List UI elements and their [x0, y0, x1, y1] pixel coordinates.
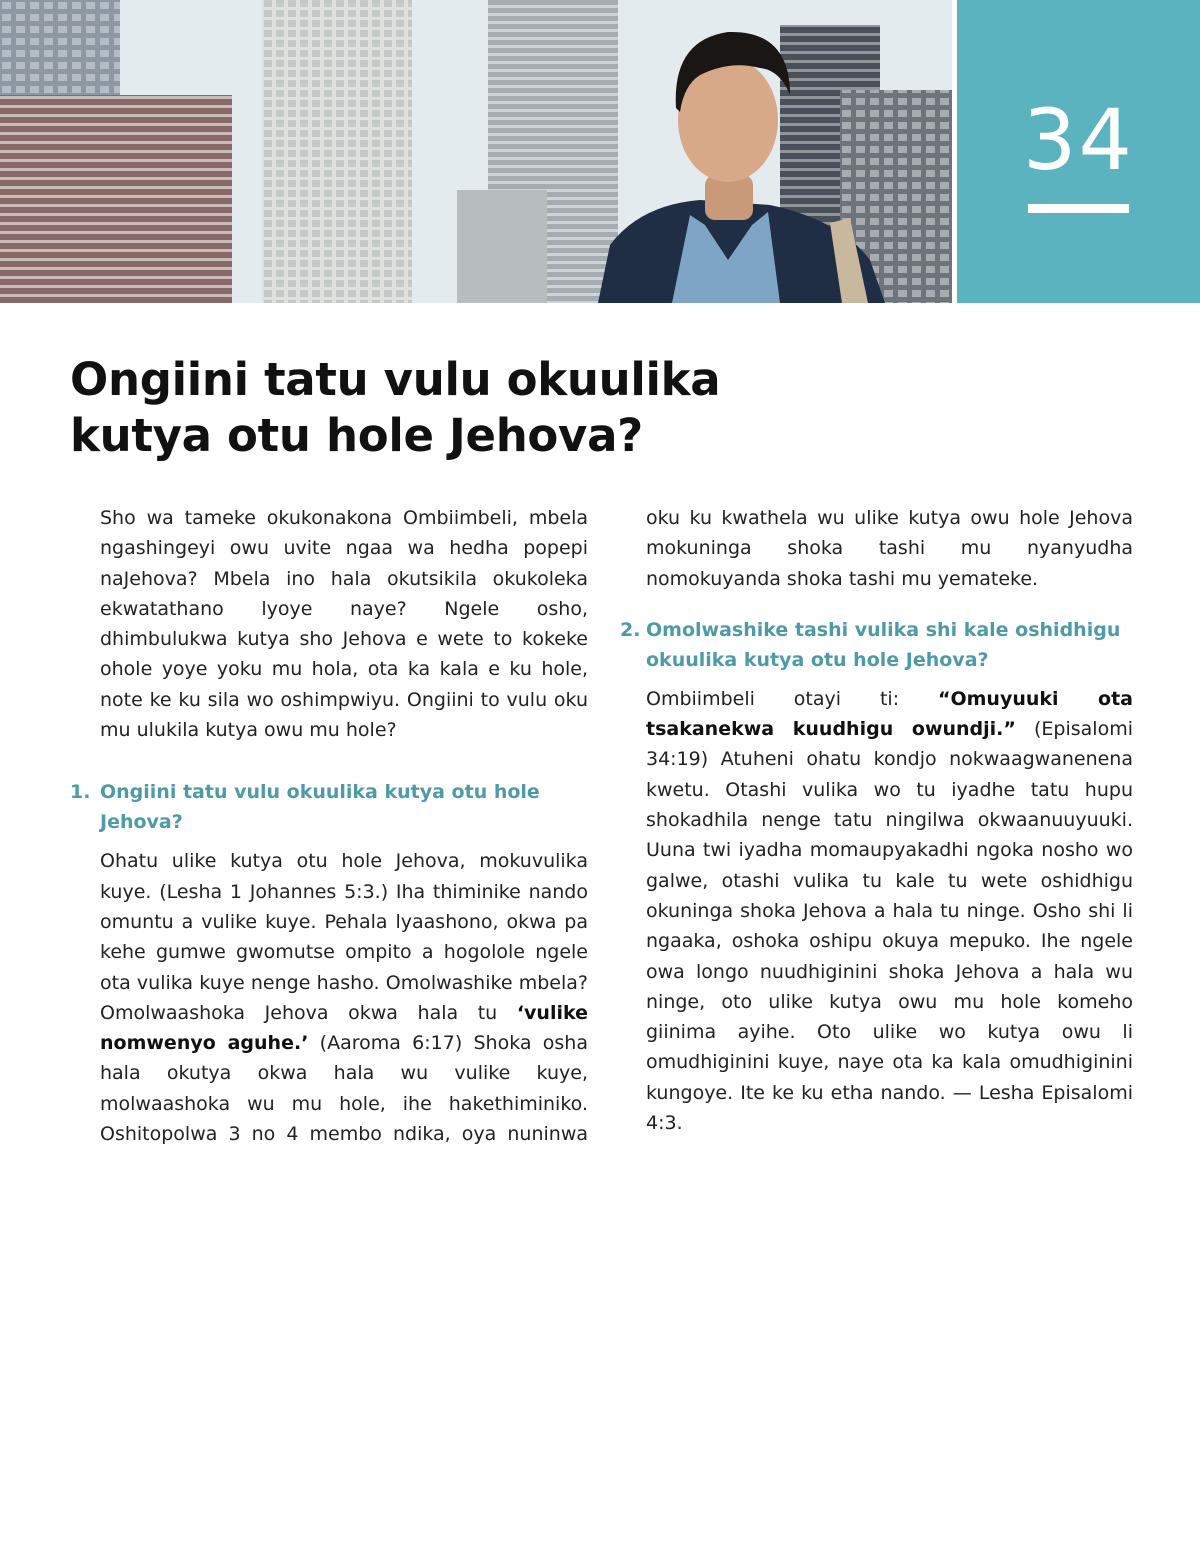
lesson-number-underline [1028, 204, 1129, 213]
lesson-number: 34 [1023, 91, 1134, 189]
lesson-number-badge [957, 0, 1200, 303]
page-title-line1: Ongiini tatu vulu okuulika [70, 353, 721, 406]
section-2-bold-quote: “Omuyuuki ota tsakanekwa kuudhigu owundji.” [646, 687, 1133, 741]
section-1-question-text: Ongiini tatu vulu okuulika kutya otu hole Jehova? [100, 781, 540, 834]
section-1-question [70, 777, 588, 837]
left-column [70, 503, 588, 1149]
section-1-bold-quote: ‘vulike nomwenyo aguhe.’ [100, 1001, 588, 1055]
right-column [620, 503, 1133, 1138]
city-skyline-illustration [0, 0, 952, 303]
section-1-text-b-continued: oku ku kwathela wu ulike kutya owu hole Jehova mokuninga shoka tashi mu nyanyudha nomokuyanda shoka tashi mu yemateke. [646, 507, 1133, 590]
section-2-text-a: Ombiimbeli otayi ti: [646, 687, 938, 710]
page-title-line2: kutya otu hole Jehova? [70, 409, 643, 462]
section-1-paragraph-continued [646, 503, 1133, 594]
section-2-text-b: (Episalomi 34:19) Atuheni ohatu kondjo nokwaagwanenena kwetu. Otashi vulika wo tu iyadhe tatu hupu shokadhila nenge tatu ningilwa okwaanuuyuuki. Uuna twi iyadha momaupyakadhi ngoka nosho wo galwe, otashi vulika tu kale tu wete oshidhigu okuninga shoka Jehova a hala tu ninge. Osho shi li ngaaka, oshoka oshipu okuya mepuko. Ihe ngele owa longo nuudhiginini shoka Jehova a hala wu ninge, oto ulike kutya owu mu hole komeho giinima ayihe. Oto ulike wo kutya owu li omudhiginini kuye, naye ota ka kala omudhiginini kungoye. Ite ke ku etha nando. — Lesha Episalomi 4:3. [646, 718, 1133, 1135]
header-photo [0, 0, 952, 303]
section-1-paragraph [100, 846, 588, 1149]
section-2-number: 2. [620, 618, 641, 641]
section-1-text-a: Ohatu ulike kutya otu hole Jehova, mokuvulika kuye. (Lesha 1 Johannes 5:3.) Iha thiminike nando omuntu a vulike kuye. Pehala lyaashono, okwa pa kehe gumwe gwomutse ompito a hogolole ngele ota vulika kuye nenge hasho. Omolwashike mbela? Omolwaashoka Jehova okwa hala tu [100, 850, 588, 1024]
intro-paragraph: Sho wa tameke okukonakona Ombiimbeli, mbela ngashingeyi owu uvite ngaa wa hedha popepi naJehova? Mbela ino hala okutsikila okukoleka ekwatathano lyoye naye? Ngele osho, dhimbulukwa kutya sho Jehova e wete to kokeke ohole yoye yoku mu hola, ota ka kala e ku hole, note ke ku sila wo oshimpwiyu. Ongiini to vulu oku mu ulukila kutya owu mu hole? [100, 507, 588, 742]
section-2-question [620, 615, 1133, 675]
section-1-text-b: (Aaroma 6:17) Shoka osha hala okutya okwa hala wu vulike kuye, molwaashoka wu mu hole, ihe hakethiminiko. Oshitopolwa 3 no 4 membo ndika, oya nuninwa [100, 1032, 588, 1146]
section-2-paragraph [646, 684, 1133, 1138]
section-1-number: 1. [70, 781, 91, 804]
page-title [70, 352, 870, 464]
section-2-question-text: Omolwashike tashi vulika shi kale oshidhigu okuulika kutya otu hole Jehova? [646, 618, 1121, 671]
